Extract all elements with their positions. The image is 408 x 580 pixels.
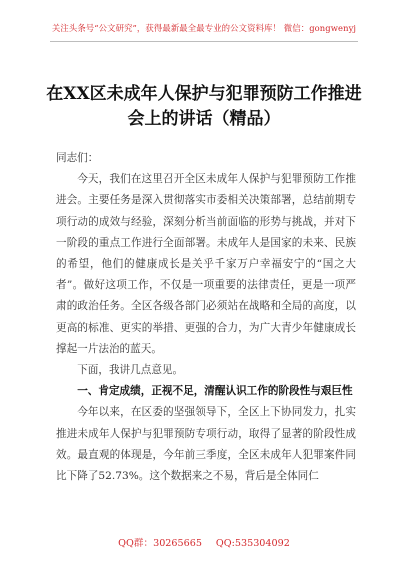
document-title: 在XX区未成年人保护与犯罪预防工作推进会上的讲话（精品） [46,84,362,129]
salutation: 同志们： [56,152,99,164]
paragraph-section-one: 今年以来，在区委的坚强领导下，全区上下协同发力，扎实推进未成年人保护与犯罪预防专项行动，取得了显著的阶段性成效。最直观的体现是，今年前三季度，全区未成年人犯罪案件同比下降了52.73%。这个数据来之不易，背后是全体同仁 [56,406,356,483]
paragraph-transition: 下面，我讲几点意见。 [77,364,184,377]
footer-qq-number: QQ:535304092 [215,538,290,549]
paragraph-intro: 今天，我们在这里召开全区未成年人保护与犯罪预防工作推进会。主要任务是深入贯彻落实市委相关决策部署，总结前期专项行动的成效与经验，深刻分析当前面临的形势与挑战，并对下一阶段的重点工作进行全面部署。未成年人是国家的未来、民族的希望，他们的健康成长是关乎千家万户幸福安宁的“国之大者”。做好这项工作，不仅是一项重要的法律责任，更是一项严肃的政治任务。全区各级各部门必须站在战略和全局的高度，以更高的标准、更实的举措、更强的合力，为广大青少年健康成长撑起一片法治的蓝天。 [56,173,356,355]
header-promo-note: 关注头条号“公文研究”，获得最新最全最专业的公文资料库！ 微信：gongwenyj [51,23,357,33]
section-heading: 一、肯定成绩，正视不足，清醒认识工作的阶段性与艰巨性 [77,385,353,398]
document-body [56,148,356,487]
header-divider [50,41,358,42]
footer-qq-group: QQ群：30265665 [118,538,202,549]
footer-contact [0,535,408,549]
